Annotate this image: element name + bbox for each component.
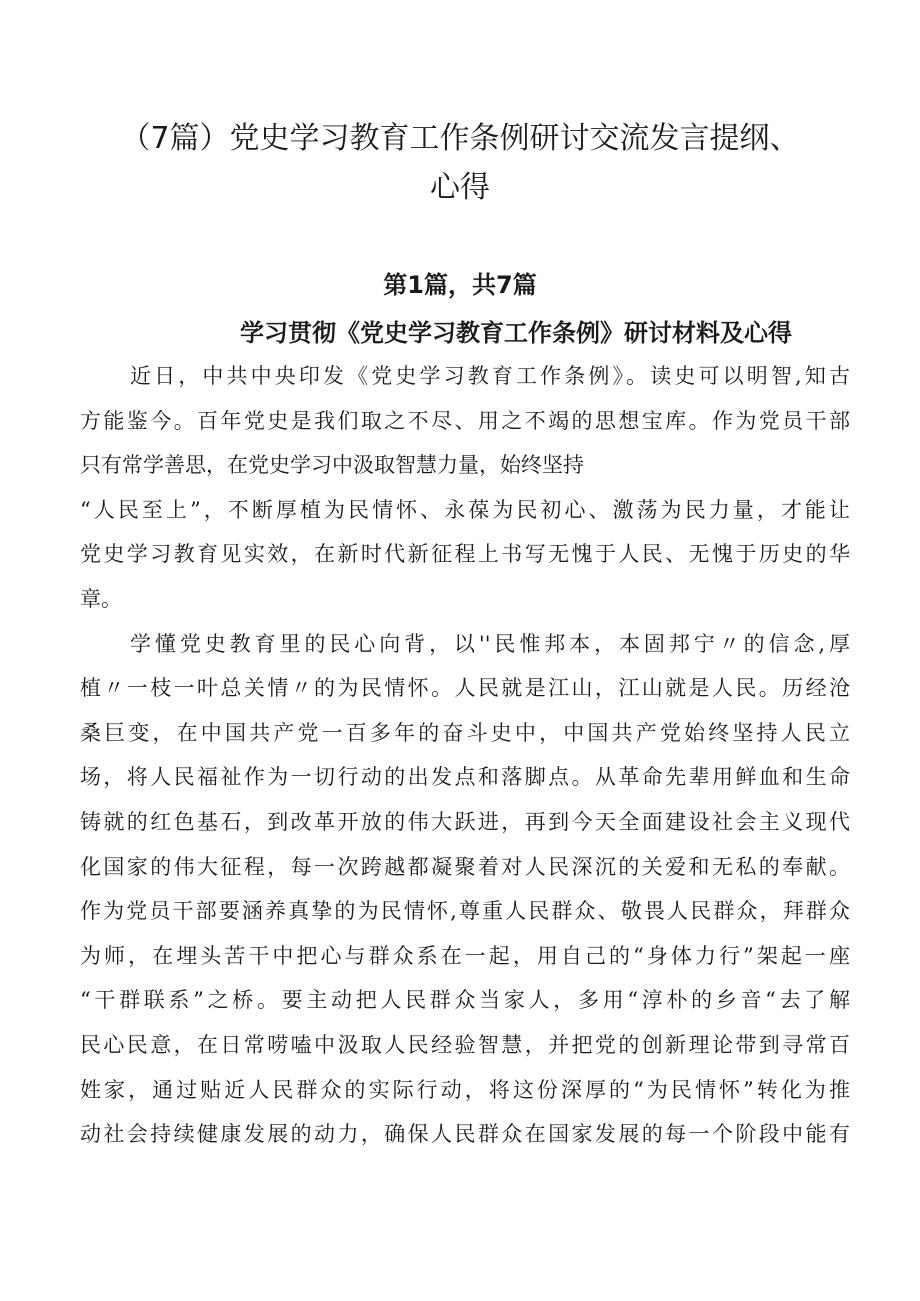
body-line-13: 作为党员干部要涵养真挚的为民情怀,尊重人民群众、敬畏人民群众，拜群众 <box>80 899 850 924</box>
body-line-9: 桑巨变，在中国共产党一百多年的奋斗史中，中国共产党始终坚持人民立 <box>80 720 850 745</box>
body-line-17: 姓家，通过贴近人民群众的实际行动，将这份深厚的“为民情怀”转化为推 <box>80 1077 850 1102</box>
body-line-5: 党史学习教育见实效，在新时代新征程上书写无愧于人民、无愧于历史的华 <box>80 542 850 567</box>
title-line-1: （7篇）党史学习教育工作条例研讨交流发言提纲、 <box>120 121 800 156</box>
body-line-1: 近日，中共中央印发《党史学习教育工作条例》。读史可以明智,知古 <box>130 364 850 388</box>
body-line-10: 场，将人民福祉作为一切行动的出发点和落脚点。从革命先辈用鲜血和生命 <box>80 765 850 790</box>
body-line-8: 植〃一枝一叶总关情〃的为民情怀。人民就是江山，江山就是人民。历经沧 <box>80 676 850 701</box>
body-line-4: “人民至上”，不断厚植为民情怀、永葆为民初心、激荡为民力量，才能让 <box>80 497 850 522</box>
body-line-16: 民心民意，在日常唠嗑中汲取人民经验智慧，并把党的创新理论带到寻常百 <box>80 1032 850 1057</box>
body-line-2: 方能鉴今。百年党史是我们取之不尽、用之不竭的思想宝库。作为党员干部 <box>80 408 850 433</box>
body-line-18: 动社会持续健康发展的动力，确保人民群众在国家发展的每一个阶段中能有 <box>80 1122 850 1147</box>
document-title <box>110 114 810 212</box>
body-line-6: 章。 <box>80 586 122 611</box>
body-text <box>80 354 850 1157</box>
body-line-7: 学懂党史教育里的民心向背，以''民惟邦本，本固邦宁〃的信念,厚 <box>130 631 850 656</box>
section-subtitle: 学习贯彻《党史学习教育工作条例》研讨材料及心得 <box>240 319 792 347</box>
part-label: 第1篇，共7篇 <box>383 271 537 299</box>
body-line-12: 化国家的伟大征程，每一次跨越都凝聚着对人民深沉的关爱和无私的奉献。 <box>80 854 850 879</box>
title-line-2: 心得 <box>430 170 490 205</box>
body-line-11: 铸就的红色基石，到改革开放的伟大跃进，再到今天全面建设社会主义现代 <box>80 809 850 834</box>
body-line-3: 只有常学善思，在党史学习中汲取智慧力量，始终坚持 <box>80 453 584 478</box>
body-line-14: 为师，在埋头苦干中把心与群众系在一起，用自己的“身体力行”架起一座 <box>80 943 850 968</box>
body-line-15: “干群联系”之桥。要主动把人民群众当家人，多用“淳朴的乡音“去了解 <box>80 988 850 1013</box>
